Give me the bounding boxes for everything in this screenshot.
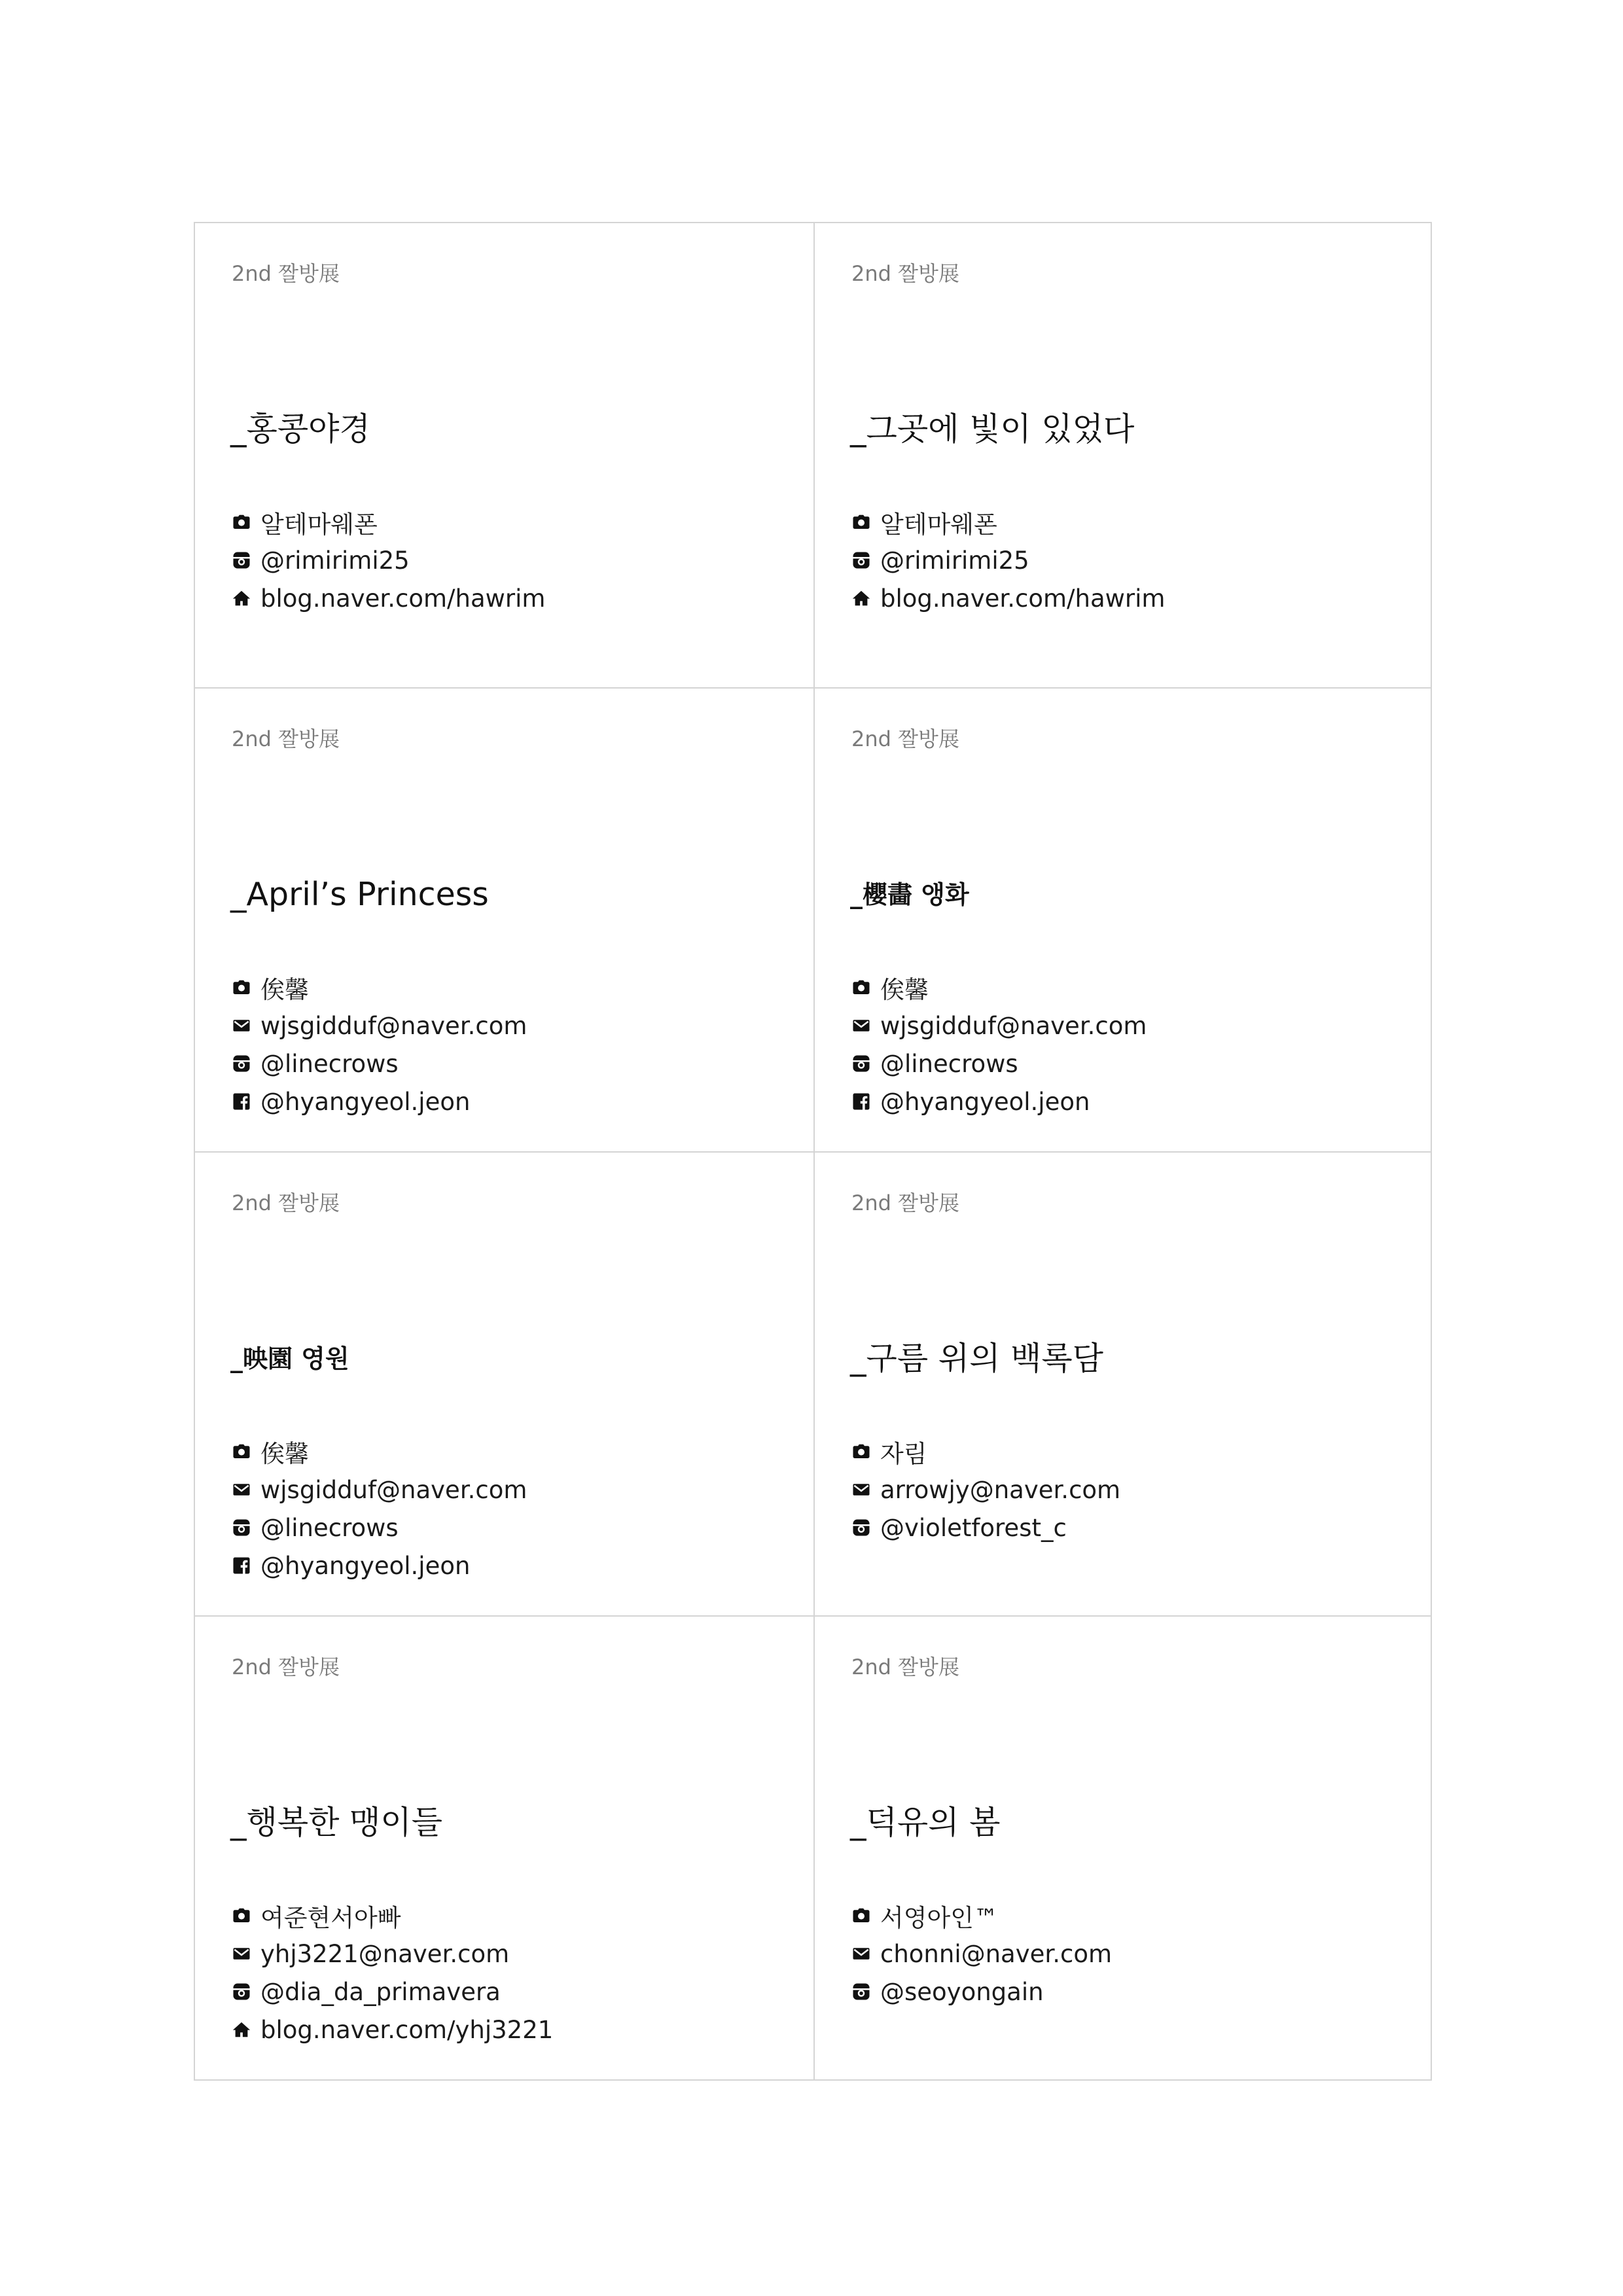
mail-icon xyxy=(232,1016,251,1035)
contact-email xyxy=(232,1007,527,1045)
contact-instagram xyxy=(232,1973,553,2011)
photo-title: _櫻畵 앵화 xyxy=(850,880,969,909)
instagram-icon xyxy=(232,1054,251,1073)
contact-photographer xyxy=(851,1433,1120,1471)
contact-text: 俟馨 xyxy=(880,976,929,1004)
name-card xyxy=(195,1151,813,1615)
contact-text: @rimirimi25 xyxy=(880,546,1029,575)
camera-icon xyxy=(851,1442,871,1462)
contact-text: 俟馨 xyxy=(260,1440,309,1468)
name-card xyxy=(195,223,813,687)
contact-photographer xyxy=(232,1897,553,1935)
contact-text: @hyangyeol.jeon xyxy=(260,1087,471,1116)
name-card xyxy=(195,687,813,1151)
contact-instagram xyxy=(851,541,1165,579)
camera-icon xyxy=(851,1906,871,1926)
contact-instagram xyxy=(851,1973,1112,2011)
contact-text: 俟馨 xyxy=(260,976,309,1004)
contact-email xyxy=(232,1471,527,1509)
mail-icon xyxy=(232,1480,251,1499)
contact-text: @linecrows xyxy=(260,1049,399,1078)
contact-list xyxy=(232,503,545,617)
camera-icon xyxy=(232,1906,251,1926)
contact-list xyxy=(851,1433,1120,1547)
exhibit-label: 2nd 짤방展 xyxy=(232,1191,340,1215)
camera-icon xyxy=(851,978,871,997)
contact-list xyxy=(232,1897,553,2049)
contact-text: @rimirimi25 xyxy=(260,546,410,575)
exhibit-label: 2nd 짤방展 xyxy=(851,1655,959,1679)
mail-icon xyxy=(851,1480,871,1499)
mail-icon xyxy=(232,1944,251,1964)
photo-title: _구름 위의 백록담 xyxy=(850,1340,1103,1377)
exhibit-label: 2nd 짤방展 xyxy=(232,1655,340,1679)
contact-instagram xyxy=(851,1045,1147,1083)
home-icon xyxy=(851,588,871,608)
contact-list xyxy=(851,503,1165,617)
home-icon xyxy=(232,588,251,608)
contact-text: @dia_da_primavera xyxy=(260,1977,501,2006)
contact-photographer xyxy=(851,969,1147,1007)
exhibit-label: 2nd 짤방展 xyxy=(851,1191,959,1215)
contact-text: 알테마웨폰 xyxy=(260,511,378,539)
instagram-icon xyxy=(232,1982,251,2001)
contact-photographer xyxy=(232,969,527,1007)
photo-title: _그곳에 빛이 있었다 xyxy=(850,410,1135,448)
contact-list xyxy=(851,1897,1112,2011)
contact-text: wjsgidduf@naver.com xyxy=(880,1011,1147,1040)
exhibit-label: 2nd 짤방展 xyxy=(232,726,340,751)
contact-blog xyxy=(232,579,545,617)
contact-list xyxy=(851,969,1147,1121)
contact-photographer xyxy=(232,1433,527,1471)
contact-instagram xyxy=(232,541,545,579)
instagram-icon xyxy=(232,1518,251,1537)
contact-text: blog.naver.com/hawrim xyxy=(260,584,546,613)
contact-photographer xyxy=(232,503,545,541)
photo-title: _映園 영원 xyxy=(230,1344,349,1373)
contact-email xyxy=(232,1935,553,1973)
photo-title: _행복한 맹이들 xyxy=(230,1804,443,1841)
contact-text: 서영아인™ xyxy=(880,1904,998,1932)
contact-text: 알테마웨폰 xyxy=(880,511,997,539)
contact-list xyxy=(232,969,527,1121)
photo-title: _홍콩야경 xyxy=(230,410,370,448)
contact-text: @hyangyeol.jeon xyxy=(260,1551,471,1580)
contact-email xyxy=(851,1935,1112,1973)
name-card xyxy=(813,223,1432,687)
name-card xyxy=(195,1615,813,2079)
contact-text: @violetforest_c xyxy=(880,1513,1067,1542)
contact-text: @hyangyeol.jeon xyxy=(880,1087,1090,1116)
facebook-icon xyxy=(232,1092,251,1111)
contact-text: chonni@naver.com xyxy=(880,1939,1112,1968)
contact-text: @seoyongain xyxy=(880,1977,1044,2006)
contact-facebook xyxy=(232,1083,527,1121)
contact-text: @linecrows xyxy=(880,1049,1018,1078)
contact-text: 자림 xyxy=(880,1440,927,1468)
facebook-icon xyxy=(232,1556,251,1575)
mail-icon xyxy=(851,1944,871,1964)
contact-instagram xyxy=(232,1509,527,1547)
contact-email xyxy=(851,1007,1147,1045)
mail-icon xyxy=(851,1016,871,1035)
exhibit-label: 2nd 짤방展 xyxy=(851,261,959,286)
photo-title: _April’s Princess xyxy=(230,876,489,913)
contact-photographer xyxy=(851,503,1165,541)
photo-title: _덕유의 봄 xyxy=(850,1804,1001,1841)
contact-text: blog.naver.com/hawrim xyxy=(880,584,1166,613)
contact-list xyxy=(232,1433,527,1585)
contact-photographer xyxy=(851,1897,1112,1935)
contact-email xyxy=(851,1471,1120,1509)
contact-facebook xyxy=(851,1083,1147,1121)
facebook-icon xyxy=(851,1092,871,1111)
card-sheet xyxy=(194,222,1432,2081)
contact-instagram xyxy=(851,1509,1120,1547)
contact-facebook xyxy=(232,1547,527,1585)
instagram-icon xyxy=(851,1054,871,1073)
exhibit-label: 2nd 짤방展 xyxy=(232,261,340,286)
instagram-icon xyxy=(851,1982,871,2001)
camera-icon xyxy=(232,512,251,532)
contact-blog xyxy=(232,2011,553,2049)
contact-text: blog.naver.com/yhj3221 xyxy=(260,2015,554,2044)
camera-icon xyxy=(232,978,251,997)
exhibit-label: 2nd 짤방展 xyxy=(851,726,959,751)
name-card xyxy=(813,1615,1432,2079)
instagram-icon xyxy=(851,1518,871,1537)
instagram-icon xyxy=(851,550,871,570)
name-card xyxy=(813,687,1432,1151)
contact-text: yhj3221@naver.com xyxy=(260,1939,510,1968)
contact-text: @linecrows xyxy=(260,1513,399,1542)
home-icon xyxy=(232,2020,251,2039)
contact-blog xyxy=(851,579,1165,617)
contact-text: wjsgidduf@naver.com xyxy=(260,1011,527,1040)
contact-text: wjsgidduf@naver.com xyxy=(260,1475,527,1504)
camera-icon xyxy=(232,1442,251,1462)
contact-instagram xyxy=(232,1045,527,1083)
contact-text: arrowjy@naver.com xyxy=(880,1475,1121,1504)
name-card xyxy=(813,1151,1432,1615)
instagram-icon xyxy=(232,550,251,570)
contact-text: 여준현서아빠 xyxy=(260,1904,401,1932)
camera-icon xyxy=(851,512,871,532)
